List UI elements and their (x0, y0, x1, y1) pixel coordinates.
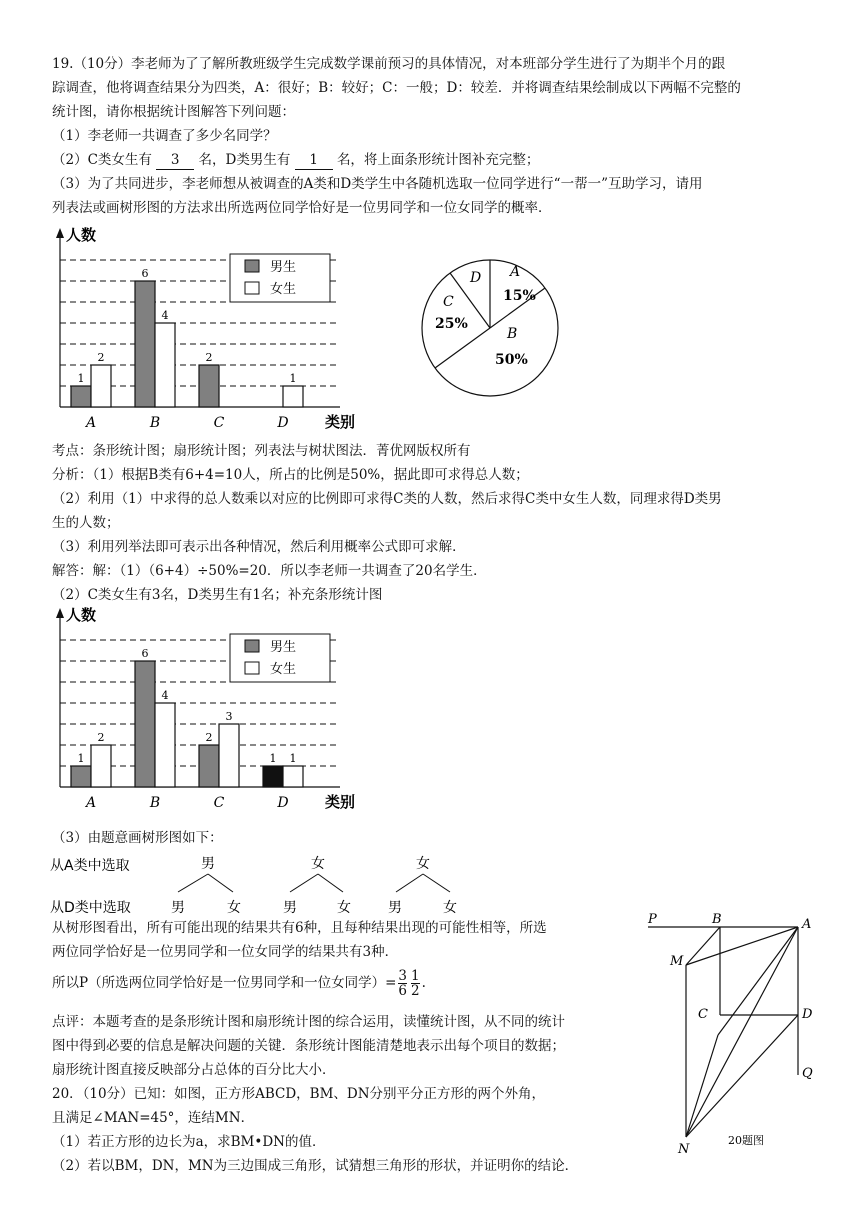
x-tick-A: A (85, 415, 97, 431)
bar-C-男生 (199, 745, 219, 787)
x-tick-C: C (213, 795, 225, 811)
legend-swatch-1 (245, 282, 259, 294)
fraction-denominator: 6 (398, 983, 407, 999)
probability-line (52, 968, 426, 998)
legend-label-1: 女生 (270, 282, 297, 297)
tree-top-1: 男 (201, 856, 215, 872)
tree-leaf-4: 女 (337, 900, 351, 916)
x-tick-D: D (277, 795, 289, 811)
pie-label-C: C (443, 294, 454, 310)
legend-swatch-0 (245, 640, 259, 652)
bar-B-男生 (135, 281, 155, 407)
pie-label-D: D (470, 270, 482, 286)
tree-leaf-6: 女 (443, 900, 457, 916)
bar-B-女生 (155, 323, 175, 407)
result-line2: 两位同学恰好是一位男同学和一位女同学的结果共有3种． (52, 944, 399, 960)
tree-top-2: 女 (311, 856, 325, 872)
bar-A-男生 (71, 766, 91, 787)
y-axis-label: 人数 (66, 606, 97, 624)
bar-value-label: 3 (225, 710, 233, 723)
x-axis-label: 类别 (325, 413, 356, 431)
bar-A-女生 (91, 365, 111, 407)
bar-B-女生 (155, 703, 175, 787)
fenxi-line2: （2）利用（1）中求得的总人数乘以对应的比例即可求得C类的人数，然后求得C类中女生人数，同理求得D类男 (52, 491, 722, 507)
x-tick-C: C (213, 415, 225, 431)
tree-row1-label: 从A类中选取 (50, 858, 130, 874)
kaodian: 考点：条形统计图；扇形统计图；列表法与树状图法．菁优网版权所有 (52, 443, 471, 459)
label-D: D (802, 1007, 813, 1022)
bar-C-女生 (219, 724, 239, 787)
q19-question3-line2: 列表法或画树形图的方法求出所选两位同学恰好是一位男同学和一位女同学的概率． (52, 200, 552, 216)
y-axis-arrow (56, 228, 64, 238)
label-P: P (648, 912, 657, 927)
q20-line2: 且满足∠MAN=45°，连结MN． (52, 1110, 255, 1126)
tree-leaf-2: 女 (227, 900, 241, 916)
x-tick-A: A (85, 795, 97, 811)
pie-label-A: A (510, 264, 521, 280)
jieda-line2: （2）C类女生有3名，D类男生有1名；补充条形统计图 (52, 587, 383, 603)
q2-blank-c-girls: 3 (156, 151, 194, 170)
probability-end: . (421, 975, 426, 991)
fraction-3-6 (398, 969, 407, 998)
q19-question1: （1）李老师一共调查了多少名同学？ (52, 128, 277, 144)
bar-value-label: 1 (77, 752, 85, 765)
x-tick-D: D (277, 415, 289, 431)
bar-D-女生 (283, 386, 303, 407)
geometry-figure (640, 905, 850, 1160)
bar-value-label: 2 (205, 731, 213, 744)
bar-B-男生 (135, 661, 155, 787)
comment-line3: 扇形统计图直接反映部分占总体的百分比大小． (52, 1062, 336, 1078)
bar-value-label: 1 (77, 372, 85, 385)
legend-label-1: 女生 (270, 662, 297, 677)
figure-caption: 20题图 (728, 1134, 764, 1147)
x-axis-label: 类别 (325, 793, 356, 811)
tree-row2-label: 从D类中选取 (50, 900, 131, 916)
q19-question3-line1: （3）为了共同进步，李老师想从被调查的A类和D类学生中各随机选取一位同学进行“一帮一”互助学习，请用 (52, 176, 703, 192)
bar-C-男生 (199, 365, 219, 407)
pie-pct-B: 50% (495, 352, 528, 368)
q20-line4: （2）若以BM，DN，MN为三边围成三角形，试猜想三角形的形状，并证明你的结论． (52, 1158, 579, 1174)
label-N: N (678, 1142, 690, 1157)
legend-label-0: 男生 (270, 260, 297, 275)
q19-header-line3: 统计图，请你根据统计图解答下列问题： (52, 104, 295, 120)
y-axis-label: 人数 (66, 226, 97, 244)
bar-value-label: 2 (97, 351, 105, 364)
pie-pct-A: 15% (503, 288, 536, 304)
label-C: C (698, 1007, 708, 1022)
bar-value-label: 6 (141, 647, 149, 660)
q19-header-line1: 19.（10分）李老师为了了解所教班级学生完成数学课前预习的具体情况，对本班部分学生进行了为期半个月的跟 (52, 56, 726, 72)
label-Q: Q (802, 1066, 813, 1081)
bar-value-label: 6 (141, 267, 149, 280)
legend-swatch-1 (245, 662, 259, 674)
bar-D-男生 (263, 766, 283, 787)
legend-label-0: 男生 (270, 640, 297, 655)
tree-leaf-3: 男 (283, 900, 297, 916)
label-M: M (670, 954, 684, 969)
legend-swatch-0 (245, 260, 259, 272)
q19-header-line2: 踪调查，他将调查结果分为四类，A：很好；B：较好；C：一般；D：较差．并将调查结果绘制成以下两幅不完整的 (52, 80, 741, 96)
fraction-denominator-2: 2 (411, 983, 420, 999)
bar-value-label: 4 (161, 689, 169, 702)
q20-line3: （1）若正方形的边长为a，求BM•DN的值． (52, 1134, 326, 1150)
pie-chart (415, 250, 575, 410)
tree-leaf-5: 男 (388, 900, 402, 916)
bar-value-label: 2 (205, 351, 213, 364)
label-B: B (712, 912, 722, 927)
bar-value-label: 2 (97, 731, 105, 744)
fraction-numerator: 3 (398, 968, 407, 984)
bar-A-男生 (71, 386, 91, 407)
q20-line1: 20．（10分）已知：如图，正方形ABCD，BM、DN分别平分正方形的两个外角， (52, 1086, 546, 1102)
pie-label-B: B (507, 326, 518, 342)
bar-D-女生 (283, 766, 303, 787)
bar-value-label: 1 (269, 752, 277, 765)
x-tick-B: B (149, 415, 161, 431)
bar-value-label: 4 (161, 309, 169, 322)
bar-chart-original (40, 222, 370, 432)
comment-line1: 点评：本题考查的是条形统计图和扇形统计图的综合运用，读懂统计图，从不同的统计 (52, 1014, 565, 1030)
jieda-line3: （3）由题意画树形图如下： (52, 830, 223, 846)
bar-value-label: 1 (289, 372, 297, 385)
q2-text-c: 名，将上面条形统计图补充完整； (336, 152, 540, 168)
bar-A-女生 (91, 745, 111, 787)
tree-top-3: 女 (416, 856, 430, 872)
result-line1: 从树形图看出，所有可能出现的结果共有6种，且每种结果出现的可能性相等，所选 (52, 920, 547, 936)
fenxi-line4: （3）利用列举法即可表示出各种情况，然后利用概率公式即可求解． (52, 539, 466, 555)
q2-text-a: （2）C类女生有 (52, 152, 152, 168)
q2-blank-d-boys: 1 (295, 151, 333, 170)
fenxi-line3: 生的人数； (52, 515, 120, 531)
bar-value-label: 1 (289, 752, 297, 765)
probability-prefix: 所以P（所选两位同学恰好是一位男同学和一位女同学）= (52, 975, 397, 991)
y-axis-arrow (56, 608, 64, 618)
pie-pct-C: 25% (435, 316, 468, 332)
tree-branches (178, 874, 450, 892)
q19-question2 (52, 151, 539, 170)
tree-diagram (50, 850, 480, 920)
bar-chart-completed (40, 602, 370, 817)
jieda-line1: 解答：解：（1）（6+4）÷50%=20．所以李老师一共调查了20名学生． (52, 563, 487, 579)
fraction-1-2 (411, 969, 420, 998)
comment-line2: 图中得到必要的信息是解决问题的关键．条形统计图能清楚地表示出每个项目的数据； (52, 1038, 565, 1054)
tree-leaf-1: 男 (171, 900, 185, 916)
label-A: A (802, 917, 812, 932)
x-tick-B: B (149, 795, 161, 811)
q2-text-b: 名，D类男生有 (198, 152, 291, 168)
fenxi-line1: 分析：（1）根据B类有6+4=10人，所占的比例是50%，据此即可求得总人数； (52, 467, 529, 483)
fraction-numerator-2: 1 (411, 968, 420, 984)
